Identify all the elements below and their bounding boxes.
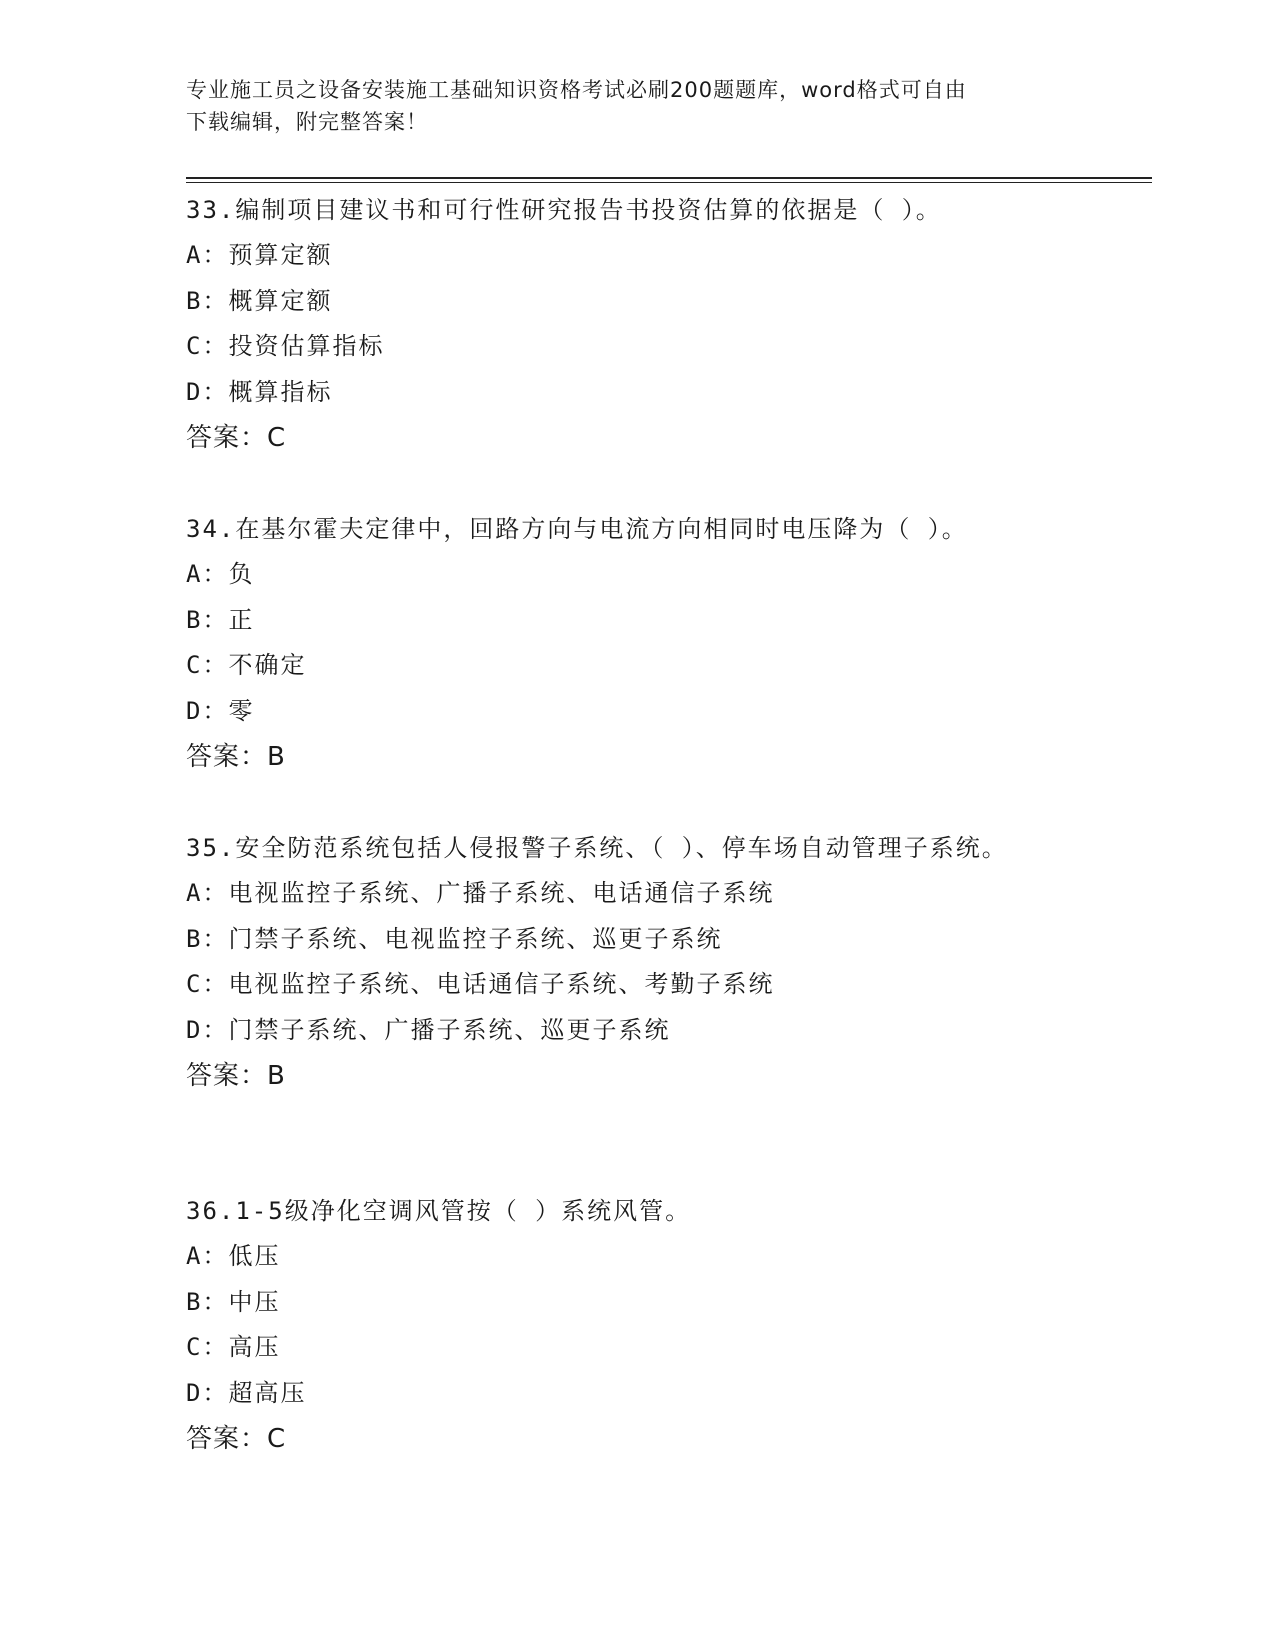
header-line-1: 专业施工员之设备安装施工基础知识资格考试必刷200题题库，word格式可自由 — [186, 78, 967, 102]
question-35 — [186, 826, 1066, 1099]
option-d: D：超高压 — [186, 1378, 307, 1407]
option-c: C：高压 — [186, 1333, 281, 1361]
question-36 — [186, 1189, 1066, 1462]
option-d: D：门禁子系统、广播子系统、巡更子系统 — [186, 1015, 671, 1044]
header-divider-thin — [186, 182, 1152, 183]
option-b: B：中压 — [186, 1287, 281, 1316]
answer: 答案：C — [186, 1424, 287, 1454]
question-stem: 35.安全防范系统包括人侵报警子系统、（ ）、停车场自动管理子系统。 — [186, 834, 1008, 862]
question-stem: 33.编制项目建议书和可行性研究报告书投资估算的依据是（ ）。 — [186, 196, 942, 224]
option-a: A：预算定额 — [186, 241, 333, 269]
option-d: D：零 — [186, 696, 255, 725]
answer: 答案：B — [186, 1061, 286, 1091]
question-33 — [186, 188, 1066, 461]
option-c: C：不确定 — [186, 651, 307, 679]
document-header — [186, 74, 1066, 138]
header-line-2: 下载编辑，附完整答案！ — [186, 110, 428, 134]
option-b: B：概算定额 — [186, 286, 333, 315]
question-stem: 34.在基尔霍夫定律中，回路方向与电流方向相同时电压降为（ ）。 — [186, 515, 968, 543]
header-divider-thick — [186, 177, 1152, 179]
option-b: B：正 — [186, 605, 255, 634]
answer: 答案：C — [186, 423, 287, 453]
option-a: A：负 — [186, 560, 255, 588]
answer: 答案：B — [186, 742, 286, 772]
option-d: D：概算指标 — [186, 377, 333, 406]
option-b: B：门禁子系统、电视监控子系统、巡更子系统 — [186, 924, 723, 953]
question-34 — [186, 507, 1066, 780]
option-a: A：电视监控子系统、广播子系统、电话通信子系统 — [186, 879, 775, 907]
option-c: C：投资估算指标 — [186, 332, 385, 360]
question-stem: 36.1-5级净化空调风管按（ ）系统风管。 — [186, 1197, 692, 1225]
option-c: C：电视监控子系统、电话通信子系统、考勤子系统 — [186, 970, 775, 998]
option-a: A：低压 — [186, 1242, 281, 1270]
